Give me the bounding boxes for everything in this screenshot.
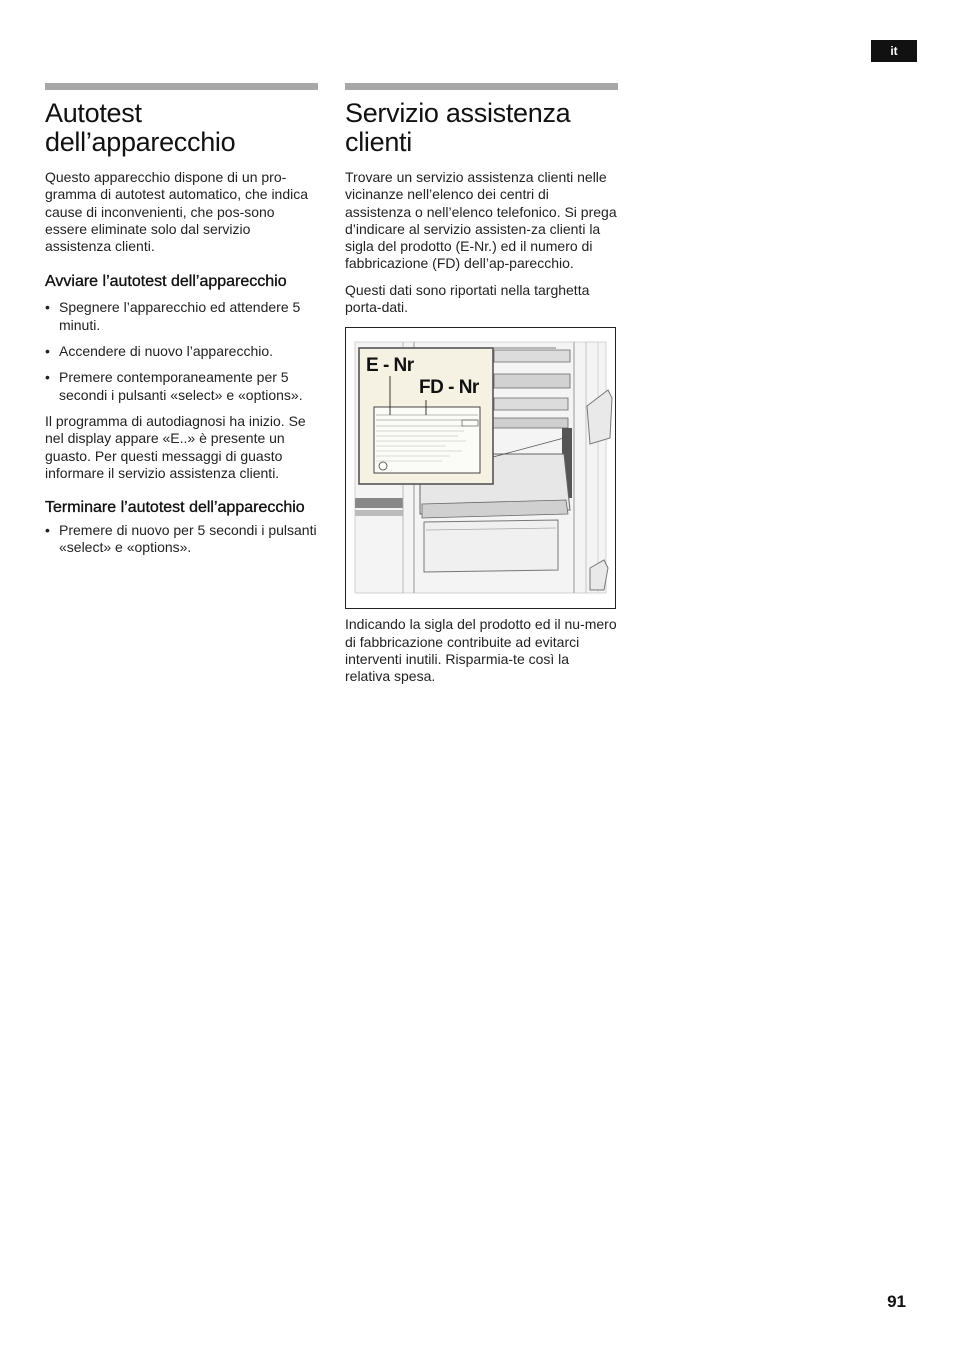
list-item: • Premere contemporaneamente per 5 secondi i pulsanti «select» e «options». [45, 369, 318, 404]
rating-plate-text: Questi dati sono riportati nella targhetta porta-dati. [345, 281, 590, 316]
section-title-autotest: Autotest dell’apparecchio [45, 98, 236, 157]
section-rule [45, 83, 318, 90]
section-title-service: Servizio assistenza clienti [345, 98, 571, 157]
autotest-result-text: Il programma di autodiagnosi ha inizio. Se nel display appare «E..» è presente un guasto. Per questi messaggi di guasto informare il servizio assistenza clienti. [45, 412, 306, 481]
end-steps-list [45, 522, 318, 557]
fd-nr-label: FD - Nr [419, 377, 479, 399]
autotest-intro: Questo apparecchio dispone di un pro-gramma di autotest automatico, che indica cause di inconvenienti, che pos-sono essere eliminate solo dal servizio assistenza clienti. [45, 169, 309, 255]
rating-plate-illustration [345, 327, 616, 609]
service-intro: Trovare un servizio assistenza clienti nelle vicinanze nell’elenco dei centri di assistenza o nell’elenco telefonico. Si prega d’indicare al servizio assisten-za clienti la sigla del prodotto (E-Nr.) ed il numero di fabbricazione (FD) dell’ap-parecchio. [345, 169, 617, 272]
page-number: 91 [887, 1292, 906, 1311]
list-item: • Accendere di nuovo l’apparecchio. [45, 343, 318, 360]
closing-text: Indicando la sigla del prodotto ed il nu-mero di fabbricazione contribuite ad evitarci interventi inutili. Risparmia-te così la relativa spesa. [345, 616, 617, 685]
list-item: • Spegnere l’apparecchio ed attendere 5 minuti. [45, 299, 318, 334]
list-item: • Premere di nuovo per 5 secondi i pulsanti «select» e «options». [45, 522, 318, 557]
language-tab: it [871, 40, 917, 62]
section-rule [345, 83, 618, 90]
e-nr-label: E - Nr [366, 355, 414, 377]
end-autotest-heading: Terminare l’autotest dell’apparecchio [45, 499, 305, 517]
start-steps-list [45, 299, 318, 403]
left-column [45, 83, 318, 566]
right-column [345, 83, 618, 686]
start-autotest-heading: Avviare l’autotest dell’apparecchio [45, 273, 287, 291]
